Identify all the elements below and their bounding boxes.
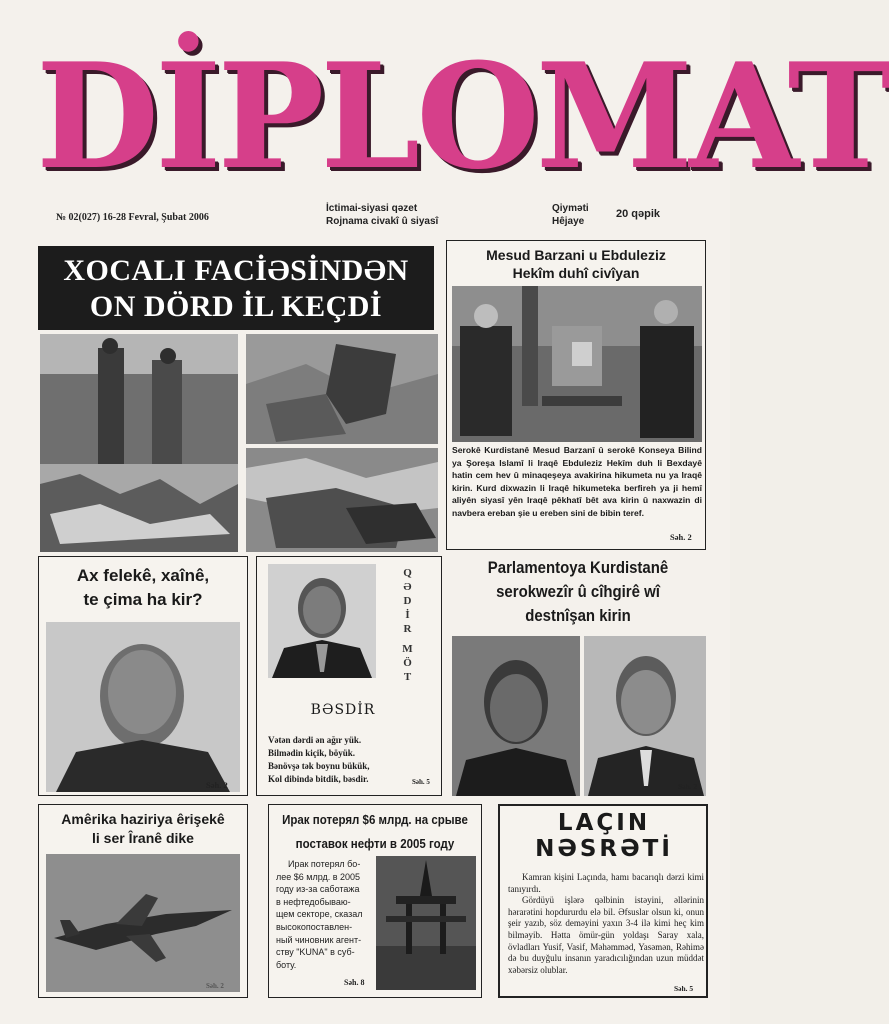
ax-feleke-headline [40,564,246,612]
barzani-page-ref: Səh. 2 [670,532,692,542]
masthead-title: DİPLOMAT [36,32,889,202]
barzani-headline [448,246,704,282]
deputy-pm-photo [584,636,706,796]
tagline-line1: İctimai-siyasi qəzet [326,203,418,214]
barzani-headline-line2: Hekîm duhî civîyan [512,265,640,281]
price-label [552,202,589,228]
lachin-title-line1: LAÇIN [557,810,651,836]
fighter-jet-photo [46,854,240,992]
issue-info: № 02(027) 16-28 Fevral, Şubat 2006 [56,212,209,223]
poem-line: Bənövşə tək boynu bükük, [268,761,370,771]
poet-name-vertical [388,566,428,696]
iraq-oil-headline-line2: поставок нефти в 2005 году [295,837,455,851]
parliament-headline-line2: serokwezîr û cîhgirê wî [496,582,660,601]
iraq-oil-line: ный чиновник агент- [276,934,362,945]
lead-headline-line1: XOCALI FACİƏSİNDƏN [63,254,409,287]
oil-platform-photo [376,856,476,990]
iraq-oil-body [276,858,372,971]
khojaly-photo-3 [246,448,438,552]
ax-feleke-page-ref: Səh. 2 [206,780,228,790]
poet-letter: Ö [403,657,413,669]
barzani-caption: Serokê Kurdistanê Mesud Barzanî û serokê Konseya Bilind ya Şoreşa Islamî li Iraqê Ebduleziz Hekîm duh li Bexdayê hatin cem hev û minaqeşeya avakirina hikumeta nu ya Iraqê kirin. Kurd dixwazin li Iraqê hikumeteka berfireh ya ji hemî aliyên siyasî yên Iraqê pêkhatî bêt ava kirin û naxwazin di navbera ereban şie u ereben sini de bibin teref. [452,445,702,518]
price-label-line2: Hêjaye [552,216,585,227]
iraq-oil-page-ref: Səh. 8 [344,978,365,987]
poem-page-ref: Səh. 5 [412,778,430,786]
iraq-oil-line: высокопоставлен- [276,921,353,932]
tagline [326,202,438,228]
iraq-oil-headline [278,808,471,856]
america-headline [40,810,246,848]
iraq-oil-headline-line1: Ирак потерял $6 млрд. на срыве [282,813,468,827]
poet-letter: R [403,623,413,635]
parliament-page-ref: Səh. 2 [678,782,698,791]
parliament-headline-line3: destnîşan kirin [525,606,631,625]
lead-headline [38,246,434,330]
poem-text [268,734,428,786]
ax-feleke-headline-line1: Ax felekê, xaînê, [76,566,210,585]
america-headline-line1: Amêrika haziriya êrişekê [61,811,225,827]
america-page-ref: Səh. 2 [206,982,224,990]
price-label-line1: Qiyməti [552,203,589,214]
america-headline-line2: li ser Îranê dike [92,830,194,846]
iraq-oil-line: в нефтедобываю- [276,896,351,907]
poem-title: BƏSDİR [310,702,376,718]
price: 20 qəpik [616,208,661,220]
poet-letter: M [402,643,414,655]
khojaly-photo-2 [246,334,438,444]
poet-letter: İ [405,609,411,621]
lead-headline-line2: ON DÖRD İL KEÇDİ [89,290,383,323]
lachin-paragraph: Gördüyü işlərə qəlbinin istəyini, əllərinin hərarətini hopdururdu elə bil. Əfsuslar olsun ki, onun şeir yazıb, söz deməyini yaxın 3-4 ilə kimi heç kim bilməyib. Hətta ömür-gün yoldaşı Saray xala, övladları Yusif, Vasif, Məhəmməd, Yasəmən, Rəhimə də bu duyğulu insanın yaradıcılığından uzun müddət xəbərsiz olublar. [508,895,704,975]
poet-letter: Q [403,567,413,579]
iraq-oil-line: боту. [276,959,297,970]
iraq-oil-line: году из-за саботажа [276,884,360,895]
lachin-title [504,810,704,862]
iraq-oil-line: ству "KUNA" в суб- [276,947,355,958]
poet-letter: Ə [403,581,413,593]
parliament-headline-line1: Parlamentoya Kurdistanê [487,558,669,577]
tagline-line2: Rojnama civakî û siyasî [326,216,439,227]
iraq-oil-line: Ирак потерял бо- [288,859,361,869]
iraq-oil-line: лее $6 млрд. в 2005 [276,871,361,882]
lachin-page-ref: Səh. 5 [674,984,694,993]
pm-photo [452,636,580,796]
ax-feleke-photo [46,622,240,792]
khojaly-photo-1 [40,334,238,552]
ax-feleke-headline-line2: te çima ha kir? [83,590,203,609]
poem-line: Vətən dərdi ən ağır yük. [268,735,362,745]
lachin-body [508,872,704,976]
lachin-paragraph: Kamran kişini Laçında, hamı bacarıqlı dərzi kimi tanıyırdı. [508,872,704,894]
poet-letter: D [403,595,413,607]
barzani-headline-line1: Mesud Barzani u Ebduleziz [486,247,666,263]
parliament-headline [465,556,690,628]
iraq-oil-line: щем секторе, сказал [276,909,363,920]
poet-letter: T [403,671,413,683]
barzani-hakim-photo [452,286,702,442]
lachin-title-line2: NƏSRƏTİ [535,836,673,862]
poem-line: Kol dibində bitdik, bəsdir. [268,774,369,784]
poem-line: Bilmədin kiçik, böyük. [268,748,356,758]
poet-photo [268,564,376,678]
